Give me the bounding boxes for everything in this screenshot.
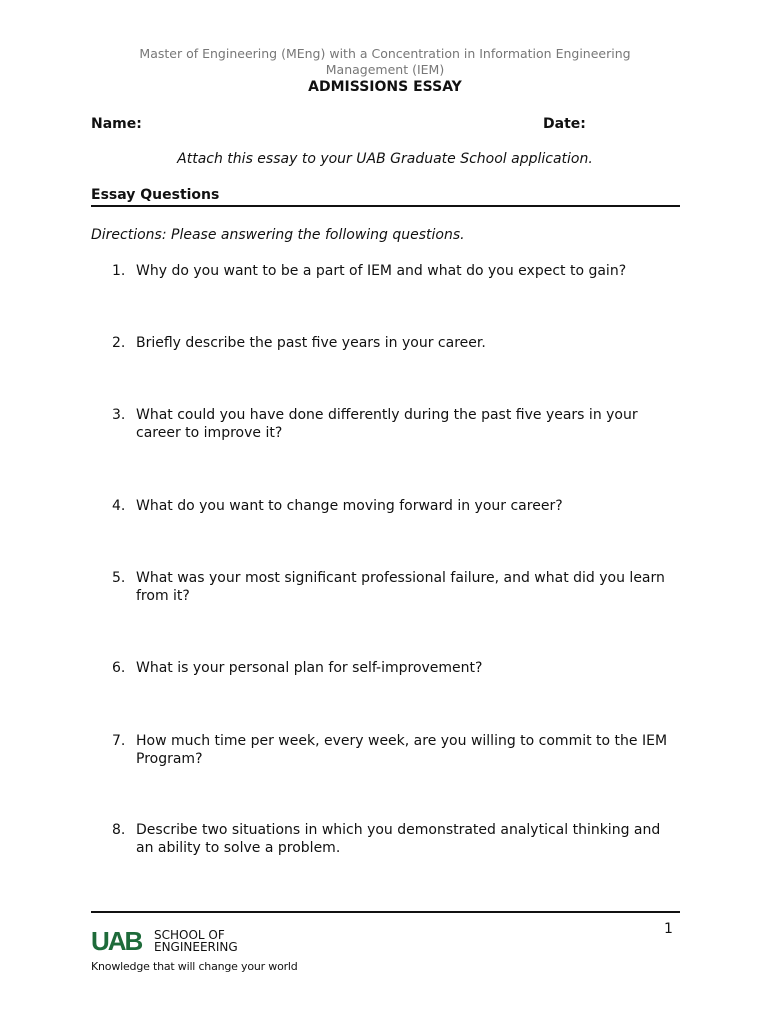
question-text: What do you want to change moving forward in your career? [136,498,563,514]
question-number: 8. [112,822,126,838]
name-label: Name: [91,116,142,132]
question-text: How much time per week, every week, are you willing to commit to the IEM Program? [136,733,668,767]
question-text: Describe two situations in which you demonstrated analytical thinking and an ability to solve a problem. [136,822,661,856]
question-item [112,732,680,768]
question-item [112,334,680,352]
question-number: 3. [112,407,126,423]
question-number: 7. [112,733,126,749]
uab-logo-icon [91,928,153,954]
question-number: 6. [112,660,126,676]
program-name: Master of Engineering (MEng) with a Concentration in Information Engineering Management (IEM) [139,46,631,77]
question-item [112,262,680,280]
logo-text: UAB [91,928,142,954]
question-text: What could you have done differently during the past five years in your career to improve it? [136,407,638,441]
question-text: Why do you want to be a part of IEM and what do you expect to gain? [136,263,627,279]
footer-divider [91,911,680,913]
question-text: Briefly describe the past five years in your career. [136,335,486,351]
attach-instruction: Attach this essay to your UAB Graduate School application. [177,151,593,167]
question-item [112,406,680,442]
question-text: What is your personal plan for self-improvement? [136,660,483,676]
school-line-1: SCHOOL OF [154,928,225,942]
tagline: Knowledge that will change your world [91,960,298,973]
question-item [112,659,680,677]
page-title: ADMISSIONS ESSAY [308,79,462,95]
date-label: Date: [543,116,586,132]
school-name [154,929,238,953]
section-divider [91,205,680,207]
question-number: 1. [112,263,126,279]
question-number: 2. [112,335,126,351]
question-item [112,821,680,857]
question-item [112,497,680,515]
question-number: 5. [112,570,126,586]
question-item [112,569,680,605]
question-number: 4. [112,498,126,514]
question-text: What was your most significant professional failure, and what did you learn from it? [136,570,665,604]
school-line-2: ENGINEERING [154,940,238,954]
page-number: 1 [664,921,673,937]
directions-text: Directions: Please answering the following questions. [91,227,465,243]
section-heading: Essay Questions [91,187,220,203]
